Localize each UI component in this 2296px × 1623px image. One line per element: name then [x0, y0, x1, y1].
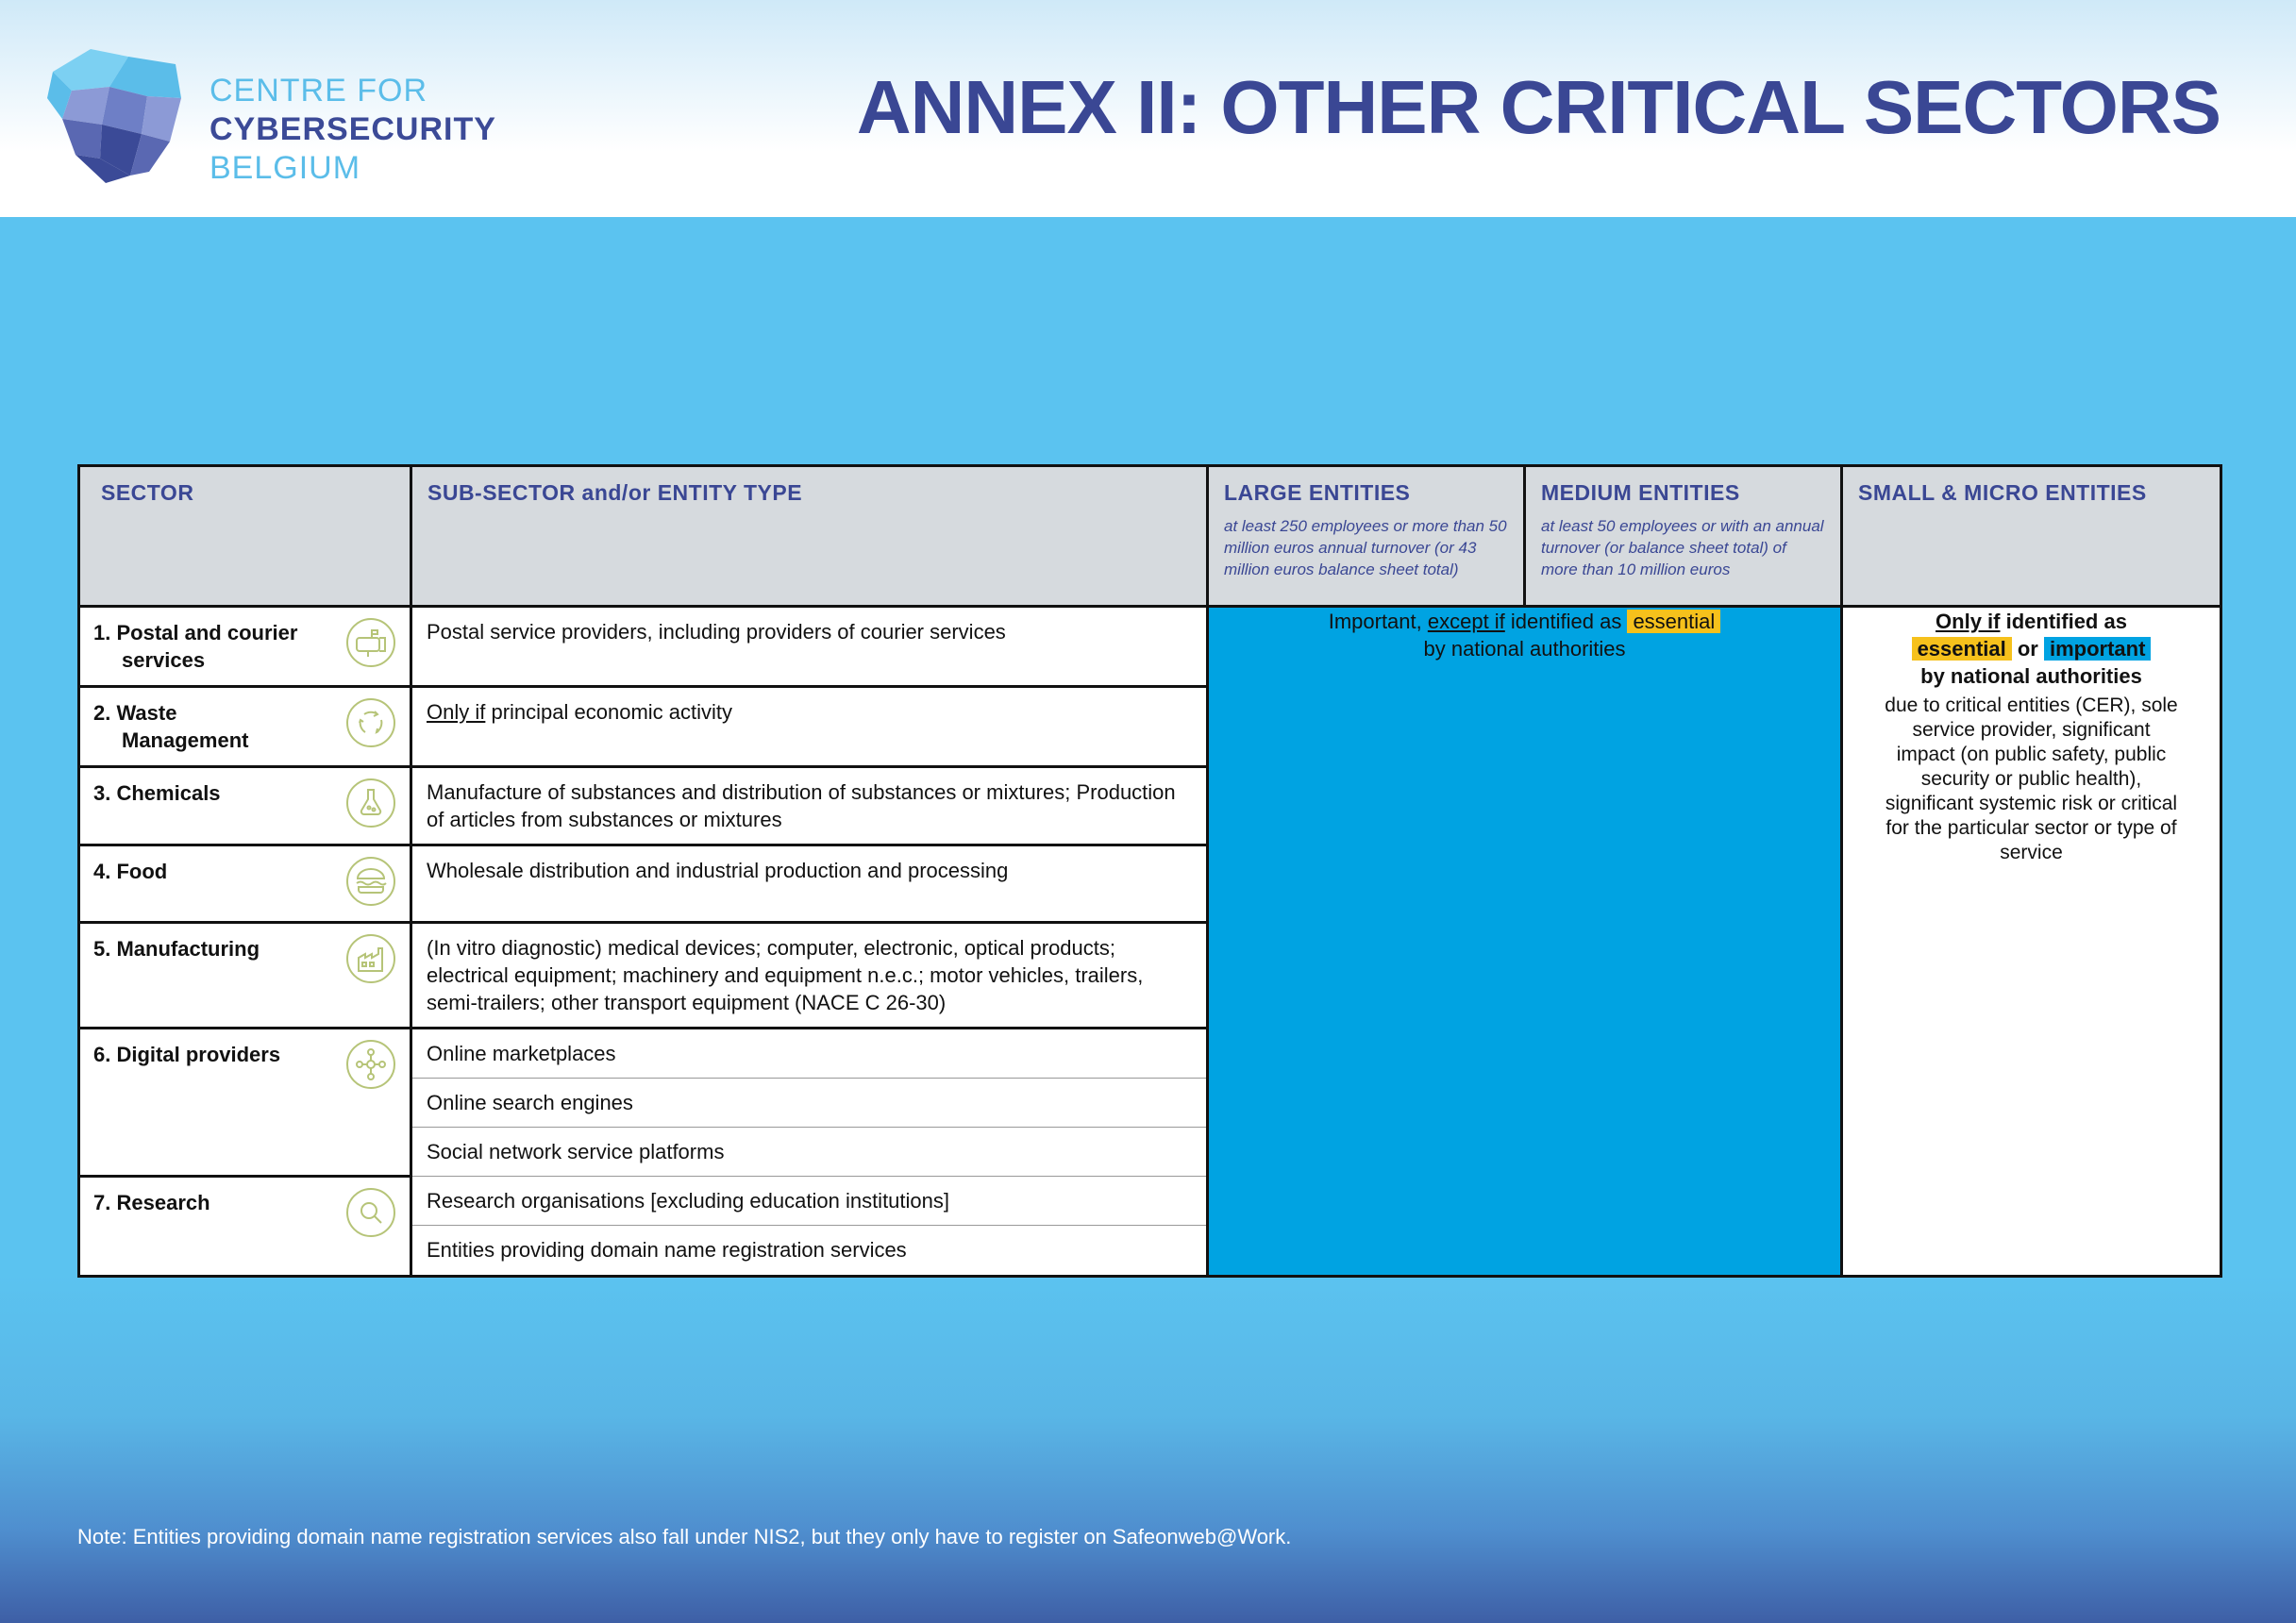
table-header-row: [79, 466, 2221, 607]
ccb-logo: [43, 43, 185, 183]
table-row: [79, 607, 2221, 687]
sector-name: Postal and courier: [116, 621, 298, 644]
only-if-text: Only if: [427, 700, 486, 724]
recycle-icon: [345, 697, 396, 748]
sector-name: Waste: [116, 701, 177, 725]
or-text: or: [2011, 637, 2044, 661]
sector-cell-research: [79, 1177, 411, 1277]
page-title: ANNEX II: OTHER CRITICAL SECTORS: [856, 65, 2221, 149]
sector-name: Manufacturing: [116, 937, 260, 961]
subsector-cell: Wholesale distribution and industrial production and processing: [411, 845, 1208, 923]
small-heading-text: identified as: [2000, 610, 2127, 633]
sector-cell-chemicals: [79, 767, 411, 845]
essential-badge: essential: [1912, 637, 2012, 661]
logo-line-2: CYBERSECURITY: [209, 111, 496, 147]
subsector-cell: Online search engines: [411, 1079, 1208, 1128]
footnote: Note: Entities providing domain name registration services also fall under NIS2, but they only have to register on Safeonweb@Work.: [77, 1525, 1292, 1548]
burger-icon: [345, 856, 396, 907]
classification-text: Important,: [1328, 610, 1428, 633]
large-entities-definition: at least 250 employees or more than 50 million euros annual turnover (or 43 million euros balance sheet total): [1224, 517, 1507, 578]
subsector-cell: (In vitro diagnostic) medical devices; computer, electronic, optical products; electrical equipment; machinery and equipment n.e.c.; motor vehicles, trailers, semi-trailers; other transport equipment (NACE C 26-30): [411, 923, 1208, 1029]
sector-number: 5.: [93, 937, 111, 961]
sector-cell-manufacturing: [79, 923, 411, 1029]
small-heading-line3: by national authorities: [1920, 664, 2142, 688]
sector-number: 7.: [93, 1191, 111, 1214]
sector-name: Food: [116, 860, 168, 883]
factory-icon: [345, 933, 396, 984]
sector-cell-food: [79, 845, 411, 923]
sector-cell-postal: [79, 607, 411, 687]
except-if-text: except if: [1427, 610, 1505, 633]
column-header-subsector-label: SUB-SECTOR and/or ENTITY TYPE: [427, 480, 803, 505]
subsector-cell: Entities providing domain name registration services: [411, 1226, 1208, 1277]
sector-number: 1.: [93, 621, 111, 644]
sector-number: 3.: [93, 781, 111, 805]
subsector-cell: Manufacture of substances and distribution of substances or mixtures; Production of articles from substances or mixtures: [411, 767, 1208, 845]
page-header: [0, 0, 2296, 217]
subsector-cell: Online marketplaces: [411, 1029, 1208, 1079]
sector-name-cont: services: [122, 648, 206, 672]
network-icon: [345, 1039, 396, 1090]
classification-text-line2: by national authorities: [1423, 637, 1626, 661]
only-if-text: Only if: [1936, 610, 2001, 633]
sector-cell-waste: [79, 687, 411, 767]
column-header-small-label: SMALL & MICRO ENTITIES: [1858, 480, 2147, 505]
sector-number: 6.: [93, 1043, 111, 1066]
sector-name: Chemicals: [116, 781, 221, 805]
column-header-subsector: [411, 466, 1208, 607]
column-header-large: [1208, 466, 1525, 607]
medium-entities-definition: at least 50 employees or with an annual turnover (or balance sheet total) of more than 10 million euros: [1541, 517, 1824, 578]
important-badge: important: [2044, 637, 2151, 661]
subsector-cell: Postal service providers, including providers of courier services: [411, 607, 1208, 687]
sector-name: Research: [116, 1191, 210, 1214]
magnifier-icon: [345, 1187, 396, 1238]
sector-number: 2.: [93, 701, 111, 725]
classification-text-mid: identified as: [1504, 610, 1628, 633]
large-medium-classification-cell: [1208, 607, 1842, 1277]
logo-line-3: BELGIUM: [209, 150, 361, 186]
mailbox-icon: [345, 617, 396, 668]
sector-cell-digital: [79, 1029, 411, 1177]
essential-badge: essential: [1627, 610, 1720, 633]
small-classification-detail: due to critical entities (CER), sole service provider, significant impact (on public safety, public security or public health), significant systemic risk or critical for the particular sector or type of service: [1885, 694, 2178, 863]
column-header-medium: [1525, 466, 1842, 607]
sector-name: Digital providers: [116, 1043, 281, 1066]
column-header-sector: [79, 466, 411, 607]
subsector-text: principal economic activity: [485, 700, 733, 724]
sector-name-cont: Management: [122, 728, 249, 752]
subsector-cell: Social network service platforms: [411, 1128, 1208, 1177]
column-header-small: [1842, 466, 2221, 607]
small-micro-classification-cell: [1842, 607, 2221, 1277]
subsector-cell: [411, 687, 1208, 767]
small-classification-heading: [1881, 608, 2182, 690]
column-header-sector-label: SECTOR: [101, 480, 194, 505]
sectors-table: [77, 464, 2222, 1278]
subsector-cell: Research organisations [excluding education institutions]: [411, 1177, 1208, 1226]
sector-number: 4.: [93, 860, 111, 883]
logo-line-1: CENTRE FOR: [209, 73, 427, 109]
flask-icon: [345, 778, 396, 828]
column-header-large-label: LARGE ENTITIES: [1224, 480, 1411, 505]
logo-text: [209, 72, 496, 188]
column-header-medium-label: MEDIUM ENTITIES: [1541, 480, 1740, 505]
